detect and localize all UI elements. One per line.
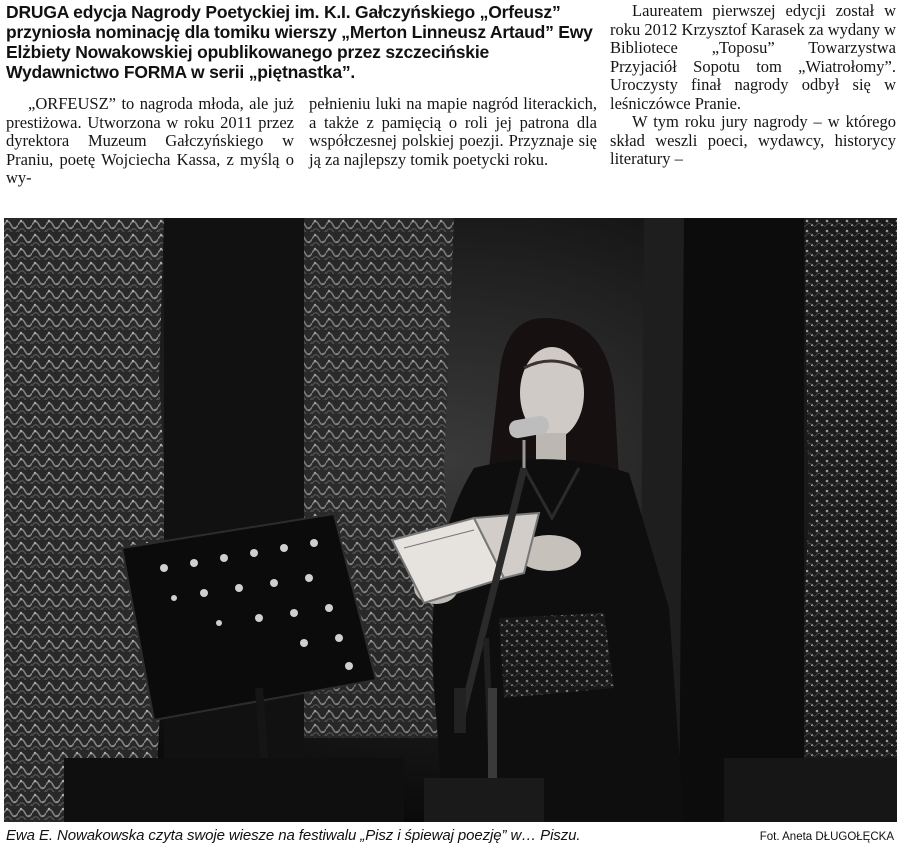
article-column-1	[6, 95, 294, 188]
article-column-2	[309, 95, 597, 169]
article-photo	[4, 218, 897, 822]
column-3-paragraph-1: Laureatem pierwszej edycji został w roku 2012 Krzysztof Karasek za wydany w Bibliotece „Toposu” Towarzystwa Przyjaciół Sopotu tom „Wiatrołomy”. Uroczysty finał nagrody odbył się w leśniczówce Pranie.	[610, 1, 896, 113]
photo-illustration	[4, 218, 897, 822]
article-headline: DRUGA edycja Nagrody Poetyckiej im. K.I. Gałczyńskiego „Orfeusz” przyniosła nominację dla tomiku wierszy „Merton Linneusz Artaud” Ewy Elżbiety Nowakowskiej opublikowanego przez szczecińskie Wydawnictwo FORMA w serii „piętnastka”.	[6, 2, 593, 82]
photo-caption: Ewa E. Nowakowska czyta swoje wiesze na festiwalu „Pisz i śpiewaj poezję” w… Piszu.	[6, 827, 581, 844]
photo-credit: Fot. Aneta DŁUGOŁĘCKA	[759, 831, 894, 843]
column-3-paragraph-2: W tym roku jury nagrody – w którego skład weszli poeci, wydawcy, historycy literatury –	[610, 112, 896, 168]
article-column-3	[610, 2, 896, 169]
column-2-paragraph: pełnieniu luki na mapie nagród literackich, a także z pamięcią o roli jej patrona dla współczesnej polskiej poezji. Przyznaje się ją za najlepszy tomik poetycki roku.	[309, 94, 597, 169]
column-1-paragraph: „ORFEUSZ” to nagroda młoda, ale już prestiżowa. Utworzona w roku 2011 przez dyrektora Muzeum Gałczyńskiego w Praniu, poetę Wojciecha Kassa, z myślą o wy-	[6, 94, 294, 187]
